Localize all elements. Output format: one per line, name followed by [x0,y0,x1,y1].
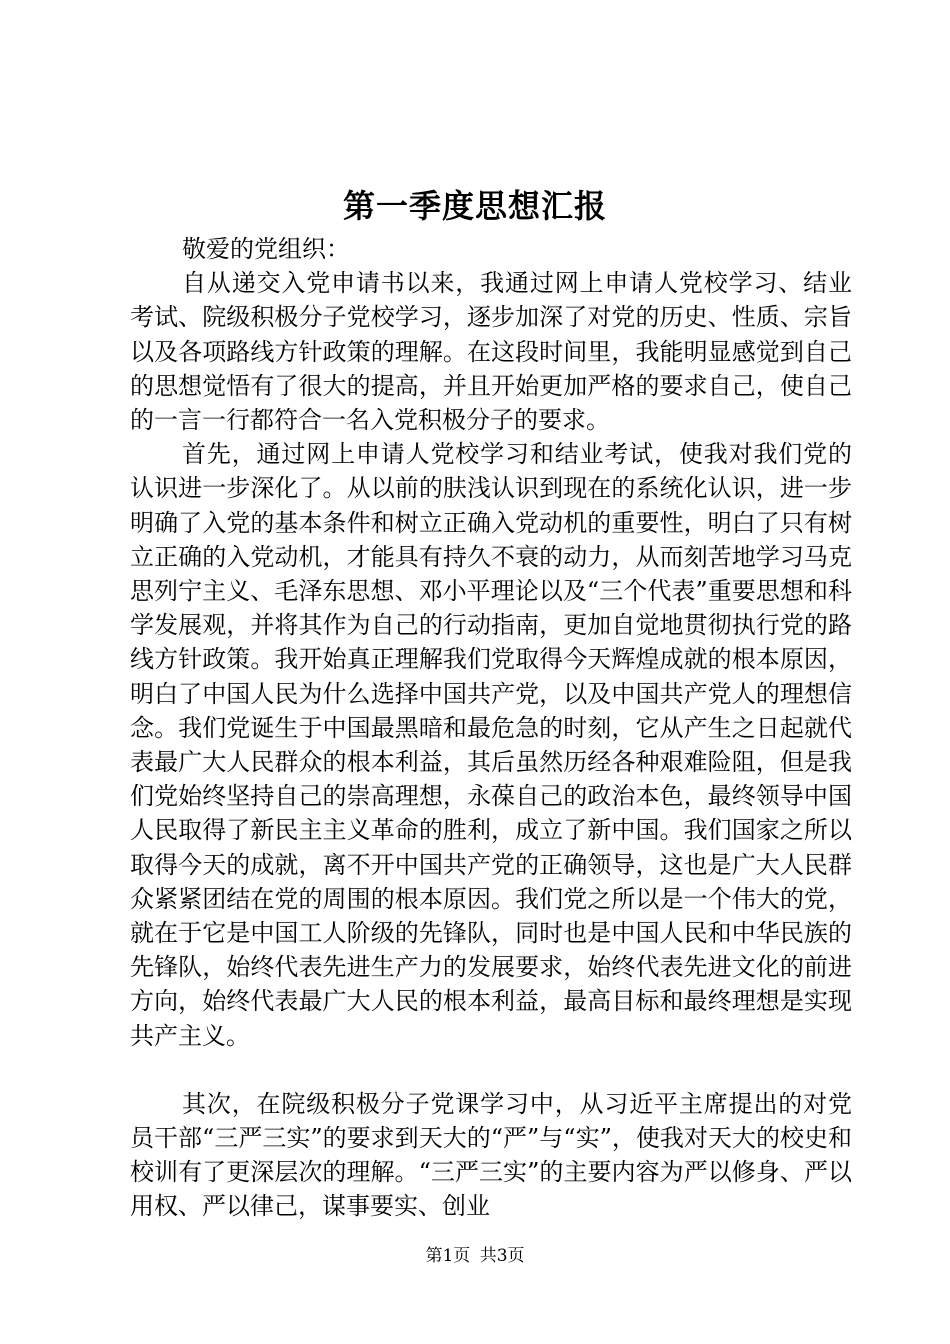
page-number: 第1页 [425,1246,471,1266]
paragraph-2: 首先，通过网上申请人党校学习和结业考试，使我对我们党的认识进一步深化了。从以前的肤浅认识到现在的系统化认识，进一步明确了入党的基本条件和树立正确入党动机的重要性，明白了只有树立正确的入党动机，才能具有持久不衰的动力，从而刻苦地学习马克思列宁主义、毛泽东思想、邓小平理论以及“三个代表”重要思想和科学发展观，并将其作为自己的行动指南，更加自觉地贯彻执行党的路线方针政策。我开始真正理解我们党取得今天辉煌成就的根本原因，明白了中国人民为什么选择中国共产党，以及中国共产党人的理想信念。我们党诞生于中国最黑暗和最危急的时刻，它从产生之日起就代表最广大人民群众的根本利益，其后虽然历经各种艰难险阻，但是我们党始终坚持自己的崇高理想，永葆自己的政治本色，最终领导中国人民取得了新民主主义革命的胜利，成立了新中国。我们国家之所以取得今天的成就，离不开中国共产党的正确领导，这也是广大人民群众紧紧团结在党的周围的根本原因。我们党之所以是一个伟大的党，就在于它是中国工人阶级的先锋队，同时也是中国人民和中华民族的先锋队，始终代表先进生产力的发展要求，始终代表先进文化的前进方向，始终代表最广大人民的根本利益，最高目标和最终理想是实现共产主义。 [130,440,852,1050]
document-title: 第一季度思想汇报 [342,187,607,225]
page-total: 共3页 [479,1246,525,1266]
paragraph-1: 自从递交入党申请书以来，我通过网上申请人党校学习、结业考试、院级积极分子党校学习，逐步加深了对党的历史、性质、宗旨以及各项路线方针政策的理解。在这段时间里，我能明显感觉到自己的思想觉悟有了很大的提高，并且开始更加严格的要求自己，使自己的一言一行都符合一名入党积极分子的要求。 [130,269,852,435]
page-footer [0,1244,950,1268]
paragraph-3: 其次，在院级积极分子党课学习中，从习近平主席提出的对党员干部“三严三实”的要求到天大的“严”与“实”，使我对天大的校史和校训有了更深层次的理解。“三严三实”的主要内容为严以修身、严以用权、严以律己，谋事要实、创业 [130,1089,852,1221]
salutation: 敬爱的党组织： [182,235,350,263]
document-body [130,232,852,1224]
